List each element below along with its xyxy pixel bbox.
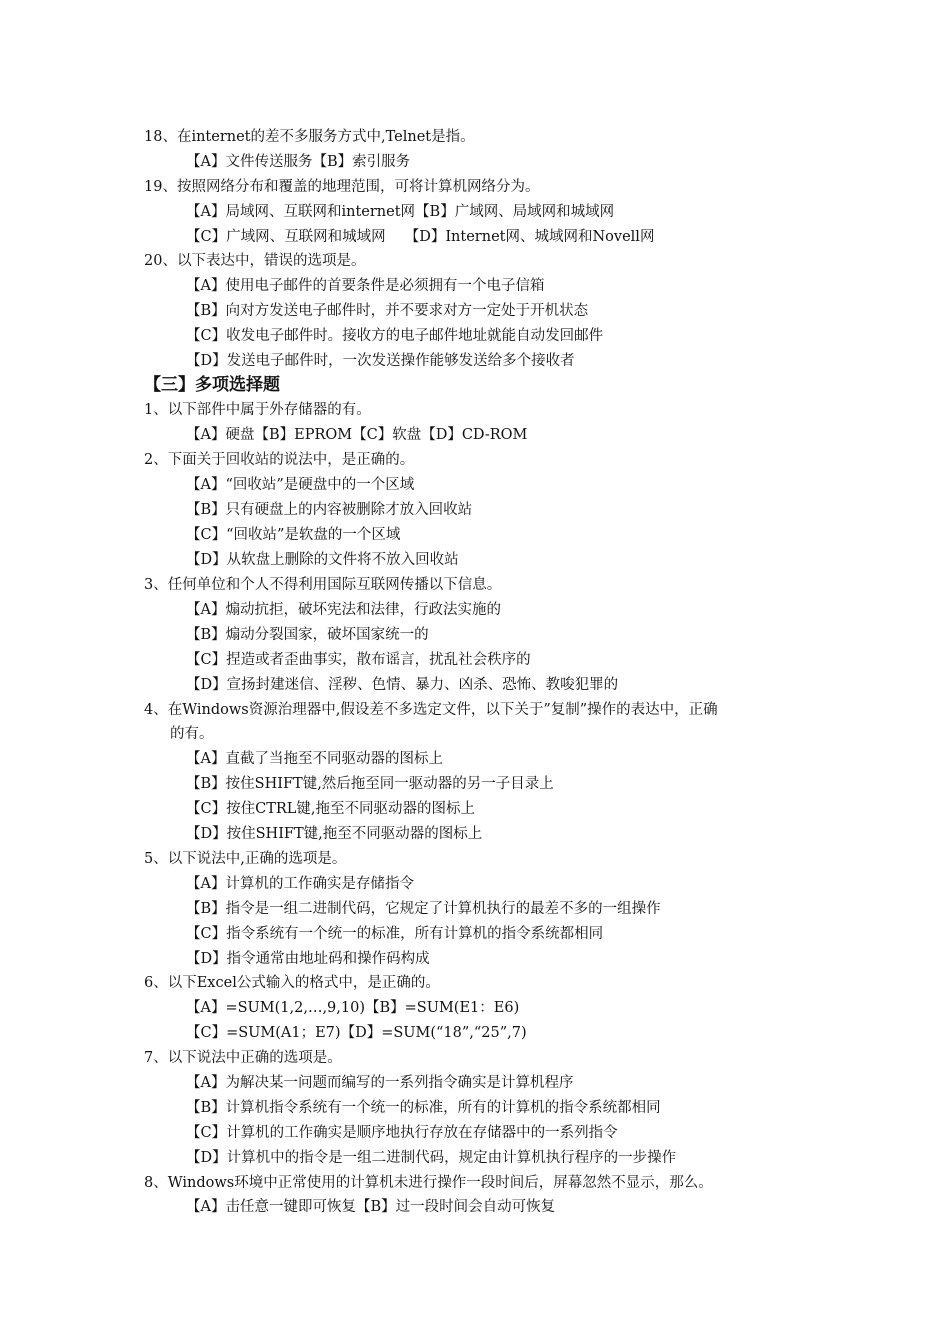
- option-line: 【A】煽动抗拒，破坏宪法和法律，行政法实施的: [186, 602, 501, 618]
- question-2: 2、下面关于回收站的说法中，是正确的。: [144, 452, 415, 468]
- question-4-continuation: 的有。: [170, 726, 214, 742]
- option-line: 【B】按住SHIFT键,然后拖至同一驱动器的另一子目录上: [186, 776, 554, 792]
- option-line: 【A】为解决某一问题而编写的一系列指令确实是计算机程序: [186, 1075, 574, 1091]
- option-line: 【A】计算机的工作确实是存储指令: [186, 876, 414, 892]
- question-19: 19、按照网络分布和覆盖的地理范围，可将计算机网络分为。: [144, 179, 540, 195]
- option-line: 【C】按住CTRL键,拖至不同驱动器的图标上: [186, 801, 476, 817]
- option-line: 【C】计算机的工作确实是顺序地执行存放在存储器中的一系列指令: [186, 1125, 618, 1141]
- option-line: 【A】“回收站”是硬盘中的一个区域: [186, 477, 415, 493]
- option-line: 【A】硬盘【B】EPROM【C】软盘【D】CD-ROM: [186, 427, 528, 443]
- question-1: 1、以下部件中属于外存储器的有。: [144, 402, 371, 418]
- option-line: 【C】广域网、互联网和城域网 【D】Internet网、城域网和Novell网: [186, 229, 655, 245]
- option-line: 【B】指令是一组二进制代码，它规定了计算机执行的最差不多的一组操作: [186, 901, 661, 917]
- option-line: 【C】=SUM(A1；E7)【D】=SUM(“18”,“25”,7): [186, 1025, 527, 1041]
- option-line: 【C】“回收站”是软盘的一个区域: [186, 527, 401, 543]
- option-line: 【A】直截了当拖至不同驱动器的图标上: [186, 751, 443, 767]
- question-8: 8、Windows环境中正常使用的计算机未进行操作一段时间后，屏幕忽然不显示，那么。: [144, 1175, 713, 1191]
- option-line: 【C】收发电子邮件时。接收方的电子邮件地址就能自动发回邮件: [186, 328, 604, 344]
- question-4: 4、在Windows资源治理器中,假设差不多选定文件，以下关于”复制”操作的表达中，正确: [144, 702, 718, 718]
- option-line: 【D】计算机中的指令是一组二进制代码，规定由计算机执行程序的一步操作: [186, 1150, 677, 1166]
- option-line: 【C】指令系统有一个统一的标准，所有计算机的指令系统都相同: [186, 926, 604, 942]
- question-3: 3、任何单位和个人不得利用国际互联网传播以下信息。: [144, 577, 502, 593]
- question-20: 20、以下表达中，错误的选项是。: [144, 253, 366, 269]
- option-line: 【D】宣扬封建迷信、淫秽、色情、暴力、凶杀、恐怖、教唆犯罪的: [186, 677, 619, 693]
- option-line: 【B】计算机指令系统有一个统一的标准，所有的计算机的指令系统都相同: [186, 1100, 661, 1116]
- option-line: 【A】局域网、互联网和internet网【B】广域网、局域网和城域网: [186, 204, 615, 220]
- option-line: 【D】发送电子邮件时，一次发送操作能够发送给多个接收者: [186, 353, 575, 369]
- option-line: 【D】按住SHIFT键,拖至不同驱动器的图标上: [186, 826, 483, 842]
- question-6: 6、以下Excel公式输入的格式中，是正确的。: [144, 975, 440, 991]
- option-line: 【B】向对方发送电子邮件时，并不要求对方一定处于开机状态: [186, 303, 589, 319]
- question-7: 7、以下说法中正确的选项是。: [144, 1050, 342, 1066]
- section-heading: 【三】多项选择题: [144, 375, 280, 395]
- option-line: 【A】击任意一键即可恢复【B】过一段时间会自动可恢复: [186, 1199, 556, 1215]
- option-line: 【B】煽动分裂国家，破坏国家统一的: [186, 627, 429, 643]
- option-line: 【A】文件传送服务【B】索引服务: [186, 154, 411, 170]
- option-line: 【D】从软盘上删除的文件将不放入回收站: [186, 552, 459, 568]
- question-5: 5、以下说法中,正确的选项是。: [144, 851, 347, 867]
- option-line: 【C】捏造或者歪曲事实，散布谣言，扰乱社会秩序的: [186, 652, 531, 668]
- option-line: 【A】=SUM(1,2,…,9,10)【B】=SUM(E1：E6): [186, 1000, 520, 1016]
- option-line: 【B】只有硬盘上的内容被删除才放入回收站: [186, 502, 473, 518]
- option-line: 【D】指令通常由地址码和操作码构成: [186, 951, 430, 967]
- option-line: 【A】使用电子邮件的首要条件是必须拥有一个电子信箱: [186, 278, 545, 294]
- question-18: 18、在internet的差不多服务方式中,Telnet是指。: [144, 129, 475, 145]
